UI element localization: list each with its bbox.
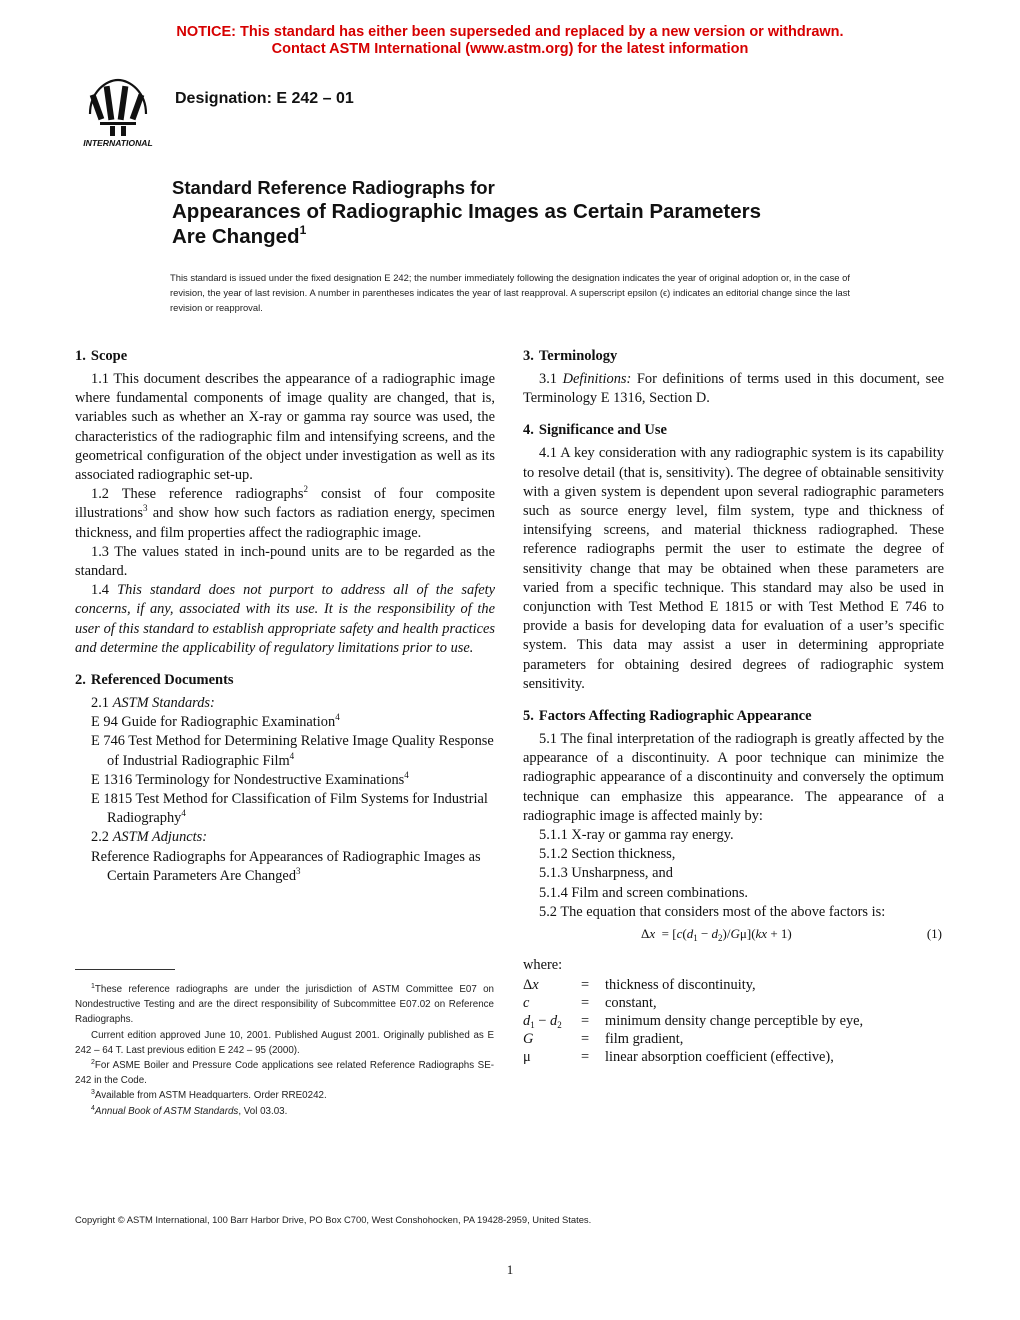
designation: Designation: E 242 – 01	[175, 90, 354, 107]
list-item: 5.1.3 Unsharpness, and	[539, 865, 673, 882]
section-1-heading: 1. Scope	[75, 348, 128, 364]
def-symbol: c	[523, 995, 530, 1012]
footnote-2: $^2$For ASME Boiler and Pressure Code applications see related Reference Radiographs SE-242 in the Code.	[75, 1059, 494, 1087]
def-symbol: G	[523, 1031, 534, 1048]
para-1-1: 1.1 This document describes the appearance of a radiographic image where fundamental components of image quality are changed, that is, variables such as whether an X-ray or gamma ray source was used, the characteristics of the radiographic film and intensifying screens, and the geometrical configuration of the object under investigation as well as its associated radiographic set-up.	[75, 371, 495, 484]
section-2-heading: 2. Referenced Documents	[75, 672, 234, 689]
notice-line-1: NOTICE: This standard has either been superseded and replaced by a new version or withdrawn.	[176, 24, 844, 40]
title-line-3: Are Changed$^1$	[172, 223, 307, 248]
equation-1	[523, 924, 944, 948]
list-item: 5.1.2 Section thickness,	[539, 846, 676, 863]
list-item: 5.1.1 X-ray or gamma ray energy.	[539, 827, 734, 844]
definitions-list	[523, 976, 944, 1066]
title-line-2: Appearances of Radiographic Images as Certain Parameters	[172, 200, 762, 223]
where-label: where:	[523, 957, 563, 974]
footnote-4: $^4$Annual Book of ASTM Standards, Vol 03.03.	[91, 1104, 288, 1117]
definition-row: G = film gradient,	[523, 1031, 684, 1048]
para-1-2: 1.2 These reference radiographs$^2$ consist of four composite illustrations$^3$ and show how such factors as radiation energy, specimen thickness, and film properties affect the radiographic image.	[75, 484, 495, 541]
right-column	[523, 346, 944, 1066]
section-4-heading: 4. Significance and Use	[523, 422, 667, 439]
definition-row: Δx = thickness of discontinuity,	[523, 977, 756, 994]
title-footnote-mark: 1	[299, 223, 307, 237]
section-3-heading: 3. Terminology	[523, 348, 618, 364]
definition-row: $d_1 - d_2$ = minimum density change perceptible by eye,	[523, 1013, 864, 1031]
para-3-1: 3.1 Definitions: For definitions of terms used in this document, see Terminology E 1316, Section D.	[523, 371, 944, 407]
ref-item: E 1316 Terminology for Nondestructive Examinations$^4$	[91, 769, 409, 788]
list-item: 5.1.4 Film and screen combinations.	[539, 884, 749, 901]
def-symbol: Δx	[523, 977, 539, 994]
section-5-heading: 5. Factors Affecting Radiographic Appearance	[523, 708, 812, 725]
notice-banner	[0, 24, 1020, 58]
para-2-1: 2.1 ASTM Standards:	[91, 695, 215, 712]
def-symbol: $d_1 - d_2$	[523, 1013, 562, 1031]
para-4-1: 4.1 A key consideration with any radiographic system is its capability to resolve detail (that is, sensitivity). The degree of obtainable sensitivity with a given system is dependent upon several radiographic parameters such as source energy level, film system, type and thickness of intensifying screens, and material thickness radiographed. These reference radiographs permit the user to estimate the degree of sensitivity change that may be obtained when these parameters are varied from a specific technique. This standard may also be used in conjunction with Test Method E 1815 or with Test Method E 746 to provide a basis for developing data for evaluation of a user’s specific system. This data may assist a user in determining appropriate parameters for obtaining desired degrees of radiographic system sensitivity.	[523, 445, 944, 692]
definition-row: c = constant,	[523, 995, 657, 1012]
footnote-rule	[75, 969, 175, 970]
para-1-4: 1.4 This standard does not purport to address all of the safety concerns, if any, associated with its use. It is the responsibility of the user of this standard to establish appropriate safety and health practices and determine the applicability of regulatory limitations prior to use.	[75, 582, 495, 656]
ref-item: E 746 Test Method for Determining Relative Image Quality Response of Industrial Radiographic Film$^4$	[91, 733, 494, 769]
para-5-2: 5.2 The equation that considers most of the above factors is:	[539, 903, 886, 920]
astm-logo-icon	[76, 74, 160, 150]
para-1-3: 1.3 The values stated in inch-pound units are to be regarded as the standard.	[75, 543, 495, 580]
para-5-1: 5.1 The final interpretation of the radiograph is greatly affected by the appearance of a discontinuity. A poor technique can minimize the radiographic appearance of a discontinuity and conversely the optimum technique can emphasize this appearance. The appearance of a radiographic image is affected mainly by:	[523, 731, 944, 824]
footnote-3: $^3$Available from ASTM Headquarters. Order RRE0242.	[91, 1089, 327, 1102]
issued-note: This standard is issued under the fixed designation E 242; the number immediately following the designation indicates the year of original adoption or, in the case of revision, the year of last revision. A number in parentheses indicates the year of last reapproval. A superscript epsilon (ϵ) indicates an editorial change since the last revision or reapproval.	[170, 272, 850, 313]
para-2-2: 2.2 ASTM Adjuncts:	[91, 829, 208, 846]
def-symbol: μ	[523, 1049, 531, 1066]
title-line-1: Standard Reference Radiographs for	[172, 177, 495, 198]
footnote-1: $^1$These reference radiographs are under the jurisdiction of ASTM Committee E07 on Nondestructive Testing and are the direct responsibility of Subcommittee E07.02 on Reference Radiographs.	[75, 983, 494, 1026]
definition-row: μ = linear absorption coefficient (effective),	[523, 1049, 834, 1066]
ref-item: E 1815 Test Method for Classification of Film Systems for Industrial Radiography$^4$	[91, 791, 488, 827]
page-number: 1	[506, 1262, 514, 1277]
ref-item: E 94 Guide for Radiographic Examination$^4$	[91, 712, 340, 731]
left-column	[75, 346, 495, 886]
document-title	[172, 176, 892, 249]
logo-text: INTERNATIONAL	[83, 138, 153, 148]
equation-number: (1)	[926, 926, 942, 942]
copyright: Copyright © ASTM International, 100 Barr Harbor Drive, PO Box C700, West Conshohocken, PA 19428-2959, United States.	[75, 1214, 592, 1225]
equation-body: $\Delta x = [c(d_1 - d_2)/G\mu](kx + 1)$	[641, 926, 792, 944]
footnotes	[75, 982, 494, 1119]
adjunct-item: Reference Radiographs for Appearances of Radiographic Images as Certain Parameters Are Changed$^3$	[91, 848, 481, 884]
notice-line-2: Contact ASTM International (www.astm.org) for the latest information	[271, 41, 749, 57]
footnote-1-edition: Current edition approved June 10, 2001. Published August 2001. Originally published as E 242 – 64 T. Last previous edition E 242 – 95 (2000).	[75, 1029, 494, 1056]
